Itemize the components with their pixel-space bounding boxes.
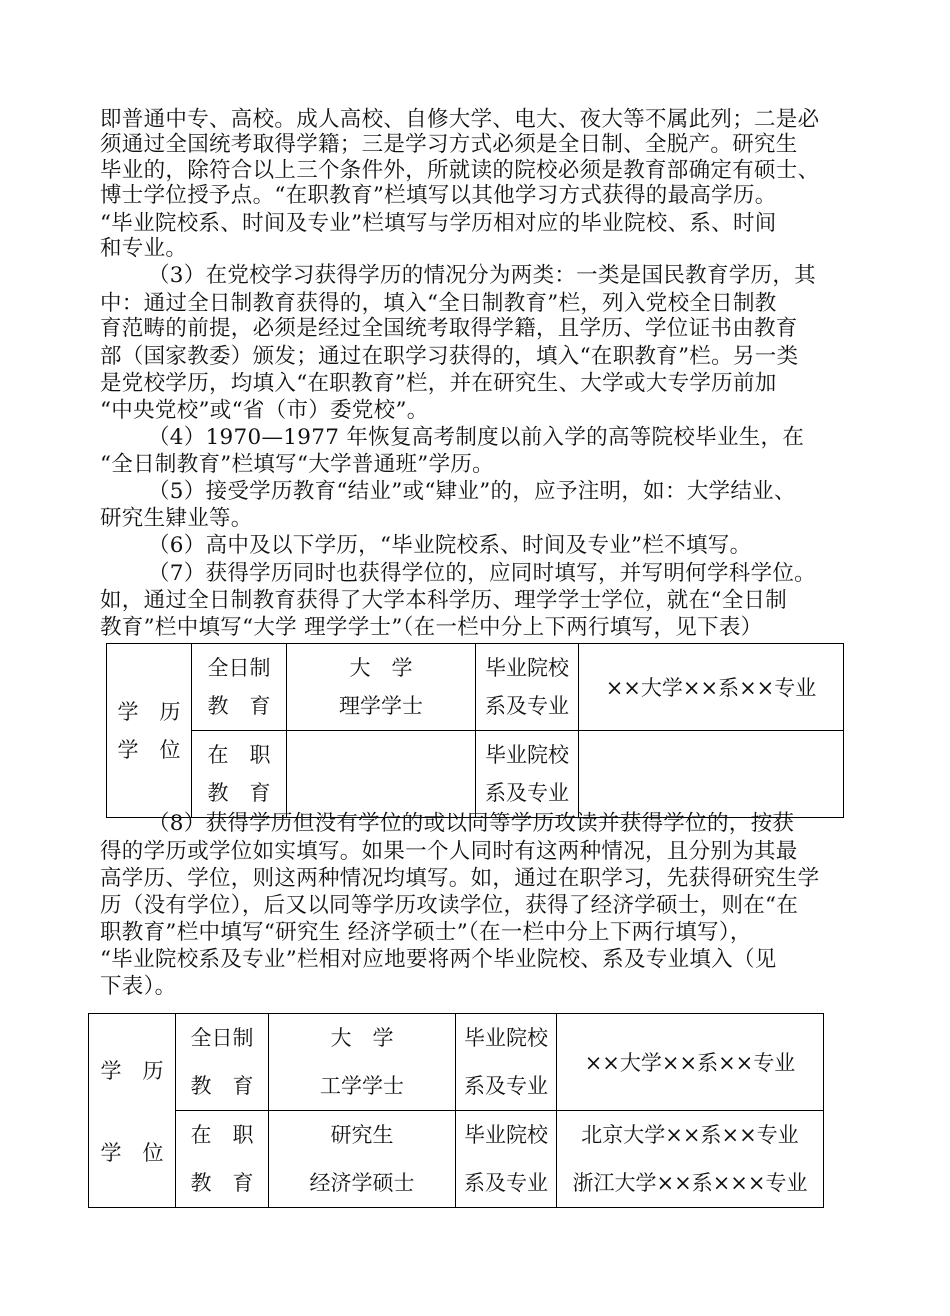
school-label-line: 毕业院校 [464,1026,548,1050]
text-line: “毕业院校系、时间及专业”栏填写与学历相对应的毕业院校、系、时间 [100,211,777,236]
inservice-value-line: 研究生 [330,1123,394,1147]
text-line: （7）获得学历同时也获得学位的，应同时填写，并写明何学科学位。 [148,561,816,586]
text-line: “全日制教育”栏填写“大学普通班”学历。 [100,452,494,477]
school-value-cell [557,1014,824,1111]
fulltime-value-cell [287,644,476,731]
row-header-cell [89,1014,176,1208]
school-label-line: 毕业院校 [485,656,569,680]
inservice-label-line: 在 职 [190,1123,254,1147]
text-line: （5）接受学历教育“结业”或“肄业”的，应予注明，如：大学结业、 [148,479,796,504]
fulltime-value-line: 工学学士 [320,1074,404,1098]
school-label-line: 系及专业 [464,1074,548,1098]
school-label-line: 系及专业 [485,694,569,718]
fulltime-label-line: 教 育 [190,1074,254,1098]
inservice-label-line: 教 育 [190,1171,254,1195]
school-value-line: 浙江大学××系×××专业 [572,1171,808,1195]
text-line: 研究生肄业等。 [100,506,253,531]
row-header-line: 学 历 [117,699,181,724]
text-line: 下表）。 [100,974,177,999]
fulltime-label-cell [192,644,287,731]
text-line: 历（没有学位），后又以同等学历攻读学位，获得了经济学硕士，则在“在 [100,893,799,918]
education-table-example-2 [88,1013,824,1208]
school-label-cell [456,1111,557,1208]
fulltime-value-cell [269,1014,456,1111]
text-line: （8）获得学历但没有学位的或以同等学历攻读并获得学位的，按获 [148,811,795,836]
fulltime-value-line: 理学学士 [339,694,423,718]
text-line: 高学历、学位，则这两种情况均填写。如，通过在职学习，先获得研究生学 [100,866,820,891]
school-value-text: ××大学××系××专业 [584,1051,796,1075]
text-line: （6）高中及以下学历，“毕业院校系、时间及专业”栏不填写。 [148,533,752,558]
school-value-cell [557,1111,824,1208]
text-line: 职教育”栏中填写“研究生 经济学硕士”（在一栏中分上下两行填写）， [100,920,752,945]
text-line: 教育”栏中填写“大学 理学学士”（在一栏中分上下两行填写，见下表） [100,615,763,640]
education-table-example-1 [106,643,844,818]
row-header-line: 学 位 [117,737,181,762]
text-line: 得的学历或学位如实填写。如果一个人同时有这两种情况，且分别为其最 [100,839,798,864]
text-line: 毕业的，除符合以上三个条件外，所就读的院校必须是教育部确定有硕士、 [100,158,820,183]
school-label-cell [476,644,579,731]
text-line: （3）在党校学习获得学历的情况分为两类：一类是国民教育学历，其 [148,263,816,288]
text-line: 和专业。 [100,236,188,261]
school-label-cell [456,1014,557,1111]
fulltime-value-line: 大 学 [330,1026,394,1050]
text-line: “中央党校”或“省（市）委党校”。 [100,398,429,423]
text-line: 须通过全国统考取得学籍；三是学习方式必须是全日制、全脱产。研究生 [100,132,798,157]
school-label-line: 毕业院校 [464,1123,548,1147]
row-header-line: 学 位 [100,1140,164,1165]
text-line: “毕业院校系及专业”栏相对应地要将两个毕业院校、系及专业填入（见 [100,947,777,972]
text-line: 是党校学历，均填入“在职教育”栏，并在研究生、大学或大专学历前加 [100,371,777,396]
inservice-value-cell [287,731,476,818]
school-label-cell [476,731,579,818]
fulltime-label-line: 教 育 [207,694,271,718]
text-line: （4）1970—1977 年恢复高考制度以前入学的高等院校毕业生，在 [148,425,805,450]
inservice-label-line: 在 职 [207,743,271,767]
school-value-cell [579,644,844,731]
school-label-line: 系及专业 [485,781,569,805]
inservice-label-cell [176,1111,269,1208]
fulltime-label-line: 全日制 [190,1026,254,1050]
school-label-line: 系及专业 [464,1171,548,1195]
fulltime-value-line: 大 学 [349,656,413,680]
inservice-label-cell [192,731,287,818]
inservice-label-line: 教 育 [207,781,271,805]
fulltime-label-line: 全日制 [207,656,271,680]
school-value-text: ××大学××系××专业 [605,676,817,700]
inservice-value-line: 经济学硕士 [309,1171,415,1195]
text-line: 即普通中专、高校。成人高校、自修大学、电大、夜大等不属此列；二是必 [100,107,820,132]
fulltime-label-cell [176,1014,269,1111]
text-line: 博士学位授予点。“在职教育”栏填写以其他学习方式获得的最高学历。 [100,183,777,208]
text-line: 如，通过全日制教育获得了大学本科学历、理学学士学位，就在“全日制 [100,588,788,613]
row-header-cell [107,644,192,818]
text-line: 部（国家教委）颁发；通过在职学习获得的，填入“在职教育”栏。另一类 [100,344,799,369]
row-header-line: 学 历 [100,1058,164,1083]
school-value-cell [579,731,844,818]
school-value-line: 北京大学××系××专业 [581,1123,799,1147]
school-label-line: 毕业院校 [485,743,569,767]
text-line: 育范畴的前提，必须是经过全国统考取得学籍，且学历、学位证书由教育 [100,316,798,341]
text-line: 中：通过全日制教育获得的，填入“全日制教育”栏，列入党校全日制教 [100,291,777,316]
inservice-value-cell [269,1111,456,1208]
